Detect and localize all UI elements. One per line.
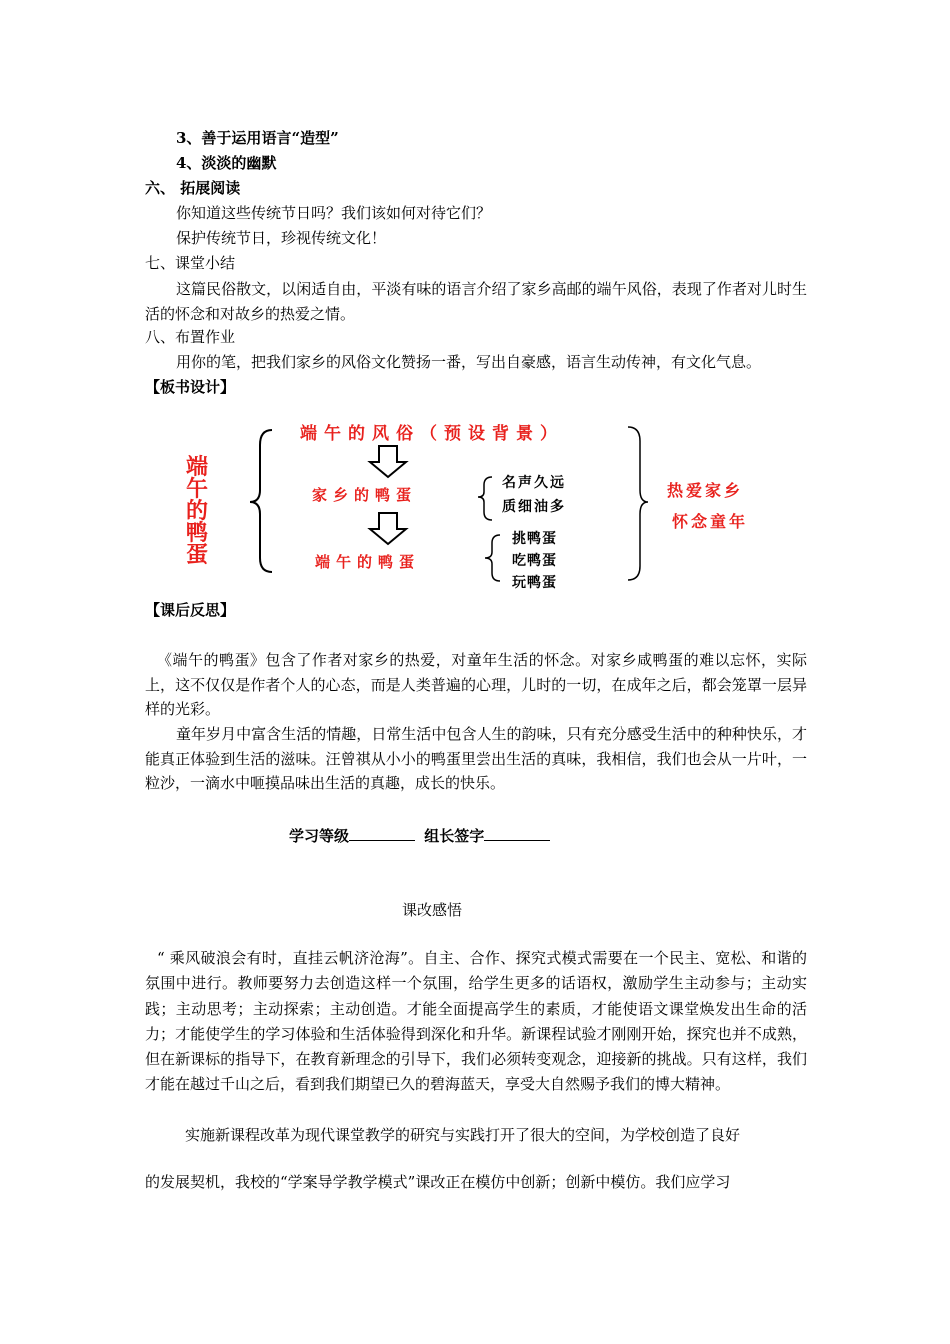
vertical-title-char: 午 xyxy=(185,477,208,502)
row-2-item: 质细油多 xyxy=(502,499,566,515)
vertical-title-char: 鸭 xyxy=(185,521,208,546)
sign-label: 组长签字 xyxy=(424,827,485,845)
row-2-item: 名声久远 xyxy=(502,475,566,491)
section-7-title: 七、课堂小结 xyxy=(145,254,236,272)
row-3-item: 吃鸭蛋 xyxy=(512,553,557,569)
small-brace-1 xyxy=(478,477,492,520)
reflection-heading: 【课后反思】 xyxy=(145,601,236,619)
right-brace xyxy=(628,427,648,580)
essay-paragraph-2-line-2: 的发展契机，我校的“学案导学教学模式”课改正在模仿中创新；创新中模仿。我们应学习 xyxy=(145,1173,731,1191)
sign-blank[interactable] xyxy=(484,826,550,841)
outline-item-4: 4、淡淡的幽默 xyxy=(176,154,277,172)
section-6-title: 六、 拓展阅读 xyxy=(145,179,241,197)
down-arrow-1 xyxy=(370,446,406,477)
board-theme-2: 怀念童年 xyxy=(672,512,749,531)
essay-paragraph-2-line-1: 实施新课程改革为现代课堂教学的研究与实践打开了很大的空间，为学校创造了良好 xyxy=(185,1126,741,1144)
vertical-title-char: 的 xyxy=(185,499,208,524)
reflection-paragraph-2: 童年岁月中富含生活的情趣，日常生活中包含人生的韵味，只有充分感受生活中的种种快乐，才能真正体验到生活的滋味。汪曾祺从小小的鸭蛋里尝出生活的真味，我相信，我们也会从一片叶，一粒沙，一滴水中咂摸品味出生活的真趣，成长的快乐。 xyxy=(145,725,807,793)
down-arrow-2 xyxy=(370,513,406,544)
board-theme-1: 热爱家乡 xyxy=(667,481,744,500)
section-8-text: 用你的笔，把我们家乡的风俗文化赞扬一番，写出自豪感，语言生动传神，有文化气息。 xyxy=(176,353,762,371)
board-row-3: 端午的鸭蛋 xyxy=(315,553,421,571)
board-design-heading: 【板书设计】 xyxy=(145,378,236,396)
section-8-title: 八、布置作业 xyxy=(145,328,236,346)
board-row-2: 家乡的鸭蛋 xyxy=(312,486,418,504)
row-3-item: 玩鸭蛋 xyxy=(512,575,557,591)
essay-title: 课改感悟 xyxy=(402,901,463,919)
grade-sign-line xyxy=(289,826,550,846)
section-6-line-1: 你知道这些传统节日吗？我们该如何对待它们？ xyxy=(176,204,492,222)
board-diagram-lines xyxy=(0,0,950,620)
section-7-text: 这篇民俗散文，以闲适自由，平淡有味的语言介绍了家乡高邮的端午风俗，表现了作者对儿时生活的怀念和对故乡的热爱之情。 xyxy=(145,280,807,323)
left-brace xyxy=(250,430,272,572)
small-brace-2 xyxy=(485,535,500,581)
outline-item-3: 3、善于运用语言“造型” xyxy=(176,129,339,147)
vertical-title-char: 蛋 xyxy=(185,543,208,568)
board-row-1: 端午的风俗（预设背景） xyxy=(300,424,564,444)
vertical-title-char: 端 xyxy=(185,455,208,480)
row-3-item: 挑鸭蛋 xyxy=(512,531,557,547)
section-6-line-2: 保护传统节日，珍视传统文化！ xyxy=(176,229,387,247)
grade-blank[interactable] xyxy=(349,826,415,841)
board-vertical-title xyxy=(182,457,212,567)
reflection-paragraph-1: 《端午的鸭蛋》包含了作者对家乡的热爱，对童年生活的怀念。对家乡咸鸭蛋的难以忘怀，实际上，这不仅仅是作者个人的心态，而是人类普遍的心理，儿时的一切，在成年之后，都会笼罩一层异样的光彩。 xyxy=(145,651,807,719)
essay-paragraph-1: “ 乘风破浪会有时，直挂云帆济沧海”。自主、合作、探究式模式需要在一个民主、宽松、和谐的氛围中进行。教师要努力去创造这样一个氛围，给学生更多的话语权，激励学生主动参与；主动实践；主动思考；主动探索；主动创造。才能全面提高学生的素质，才能使语文课堂焕发出生命的活力；才能使学生的学习体验和生活体验得到深化和升华。新课程试验才刚刚开始，探究也并不成熟，但在新课标的指导下，在教育新理念的引导下，我们必须转变观念，迎接新的挑战。只有这样，我们才能在越过千山之后，看到我们期望已久的碧海蓝天，享受大自然赐予我们的博大精神。 xyxy=(145,949,807,1094)
grade-label: 学习等级 xyxy=(289,827,350,845)
